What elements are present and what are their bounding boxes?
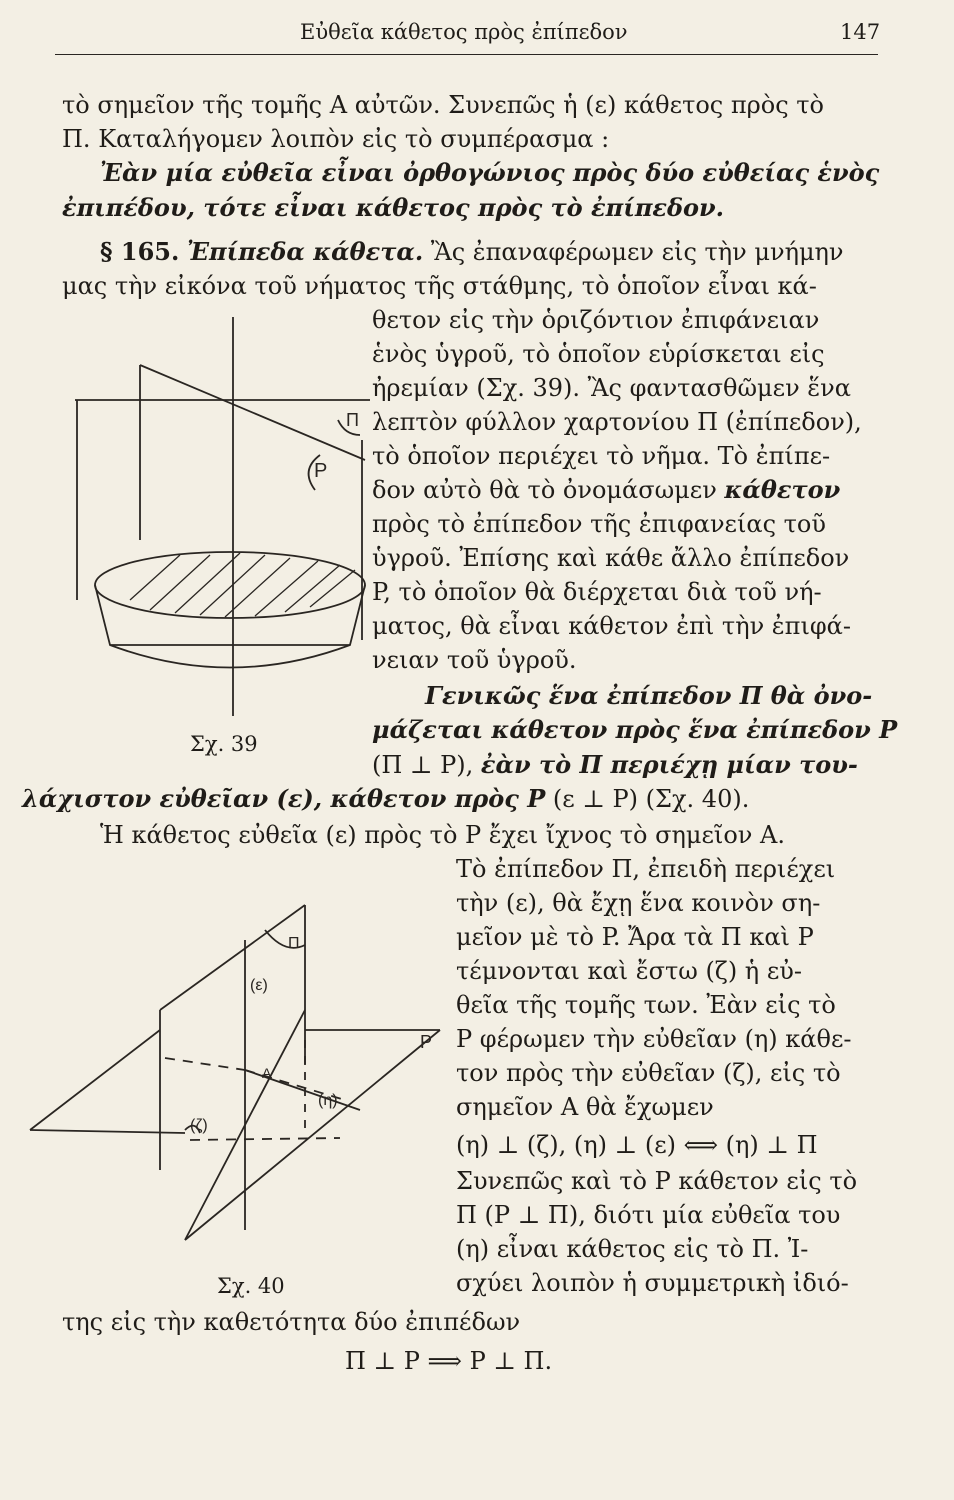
label-epsilon: (ε) [250, 977, 268, 994]
term-kathetos: κάθετον [724, 475, 841, 504]
plane-pi-edge [160, 905, 305, 1010]
text-line: Π (P ⊥ Π), διότι μία εὐθεῖα του [456, 1201, 841, 1229]
section-number: § 165. [100, 237, 180, 266]
text-line: μεῖον μὲ τὸ P. Ἄρα τὰ Π καὶ P [456, 923, 814, 951]
text-line: P φέρωμεν τὴν εὐθεῖαν (η) κάθε- [456, 1025, 852, 1053]
label-p: P [420, 1032, 433, 1052]
text-line: σχύει λοιπὸν ἡ συμμετρικὴ ἰδιό- [456, 1269, 849, 1297]
text-line: τὴν (ε), θὰ ἔχῃ ἕνα κοινὸν ση- [456, 889, 821, 917]
text-line: τον πρὸς τὴν εὐθεῖαν (ζ), εἰς τὸ [456, 1059, 841, 1087]
page-number: 147 [840, 20, 881, 44]
figure-39-caption: Σχ. 39 [190, 732, 258, 756]
text-line: Συνεπῶς καὶ τὸ P κάθετον εἰς τὸ [456, 1167, 858, 1195]
theorem-line: ἐπιπέδου, τότε εἶναι κάθετος πρὸς τὸ ἐπίπεδον. [62, 193, 724, 222]
text-line: (η) εἶναι κάθετος εἰς τὸ Π. Ἰ- [456, 1235, 809, 1263]
text-line: πρὸς τὸ ἐπίπεδον τῆς ἐπιφανείας τοῦ [372, 510, 826, 538]
text-line: τὸ ὁποῖον περιέχει τὸ νῆμα. Τὸ ἐπίπε- [372, 442, 831, 470]
text-line: ματος, θὰ εἶναι κάθετον ἐπὶ τὴν ἐπιφά- [372, 612, 851, 640]
formula-line: (η) ⊥ (ζ), (η) ⊥ (ε) ⟺ (η) ⊥ Π [456, 1131, 818, 1159]
text-line: P, τὸ ὁποῖον θὰ διέρχεται διὰ τοῦ νή- [372, 578, 822, 606]
theorem-line: Ἐὰν μία εὐθεῖα εἶναι ὀρθογώνιος πρὸς δύο εὐθείας ἑνὸς [100, 158, 880, 187]
label-zeta: (ζ) [190, 1117, 208, 1134]
text-line: μας τὴν εἰκόνα τοῦ νήματος τῆς στάθμης, τὸ ὁποῖον εἶναι κά- [62, 272, 817, 300]
plane-p-edge [30, 1130, 185, 1133]
text-line: θετον εἰς τὴν ὁριζόντιον ἐπιφάνειαν [372, 306, 820, 334]
plane-p-edge [185, 1030, 440, 1240]
conclusion-formula: Π ⊥ P ⟹ P ⊥ Π. [345, 1347, 553, 1375]
text-line: ἑνὸς ὑγροῦ, τὸ ὁποῖον εὑρίσκεται εἰς [372, 340, 825, 368]
text-line: τέμνονται καὶ ἔστω (ζ) ἡ εὐ- [456, 957, 802, 985]
label-p: P [314, 460, 328, 482]
label-pi: Π [346, 410, 359, 430]
label-pi: Π [288, 935, 300, 952]
plane-p-edge [30, 1030, 160, 1130]
section-title: Ἐπίπεδα κάθετα. [187, 237, 424, 266]
figure-40-caption: Σχ. 40 [217, 1274, 285, 1298]
text-line: λεπτὸν φύλλον χαρτονίου Π (ἐπίπεδον), [372, 408, 862, 436]
text-line: τὸ σημεῖον τῆς τομῆς A αὐτῶν. Συνεπῶς ἡ (ε) κάθετος πρὸς τὸ [62, 91, 824, 119]
section-text: Ἂς ἐπαναφέρωμεν εἰς τὴν μνήμην [430, 238, 844, 266]
definition-line: μάζεται κάθετον πρὸς ἕνα ἐπίπεδον P [372, 715, 898, 744]
text-line: Τὸ ἐπίπεδον Π, ἐπειδὴ περιέχει [456, 855, 836, 883]
definition-line: Γενικῶς ἕνα ἐπίπεδον Π θὰ ὀνο- [425, 681, 873, 710]
text-line: ἠρεμίαν (Σχ. 39). Ἂς φαντασθῶμεν ἕνα [372, 374, 851, 402]
text-line: ὑγροῦ. Ἐπίσης καὶ κάθε ἄλλο ἐπίπεδον [372, 544, 850, 572]
text-line: θεῖα τῆς τομῆς των. Ἐὰν εἰς τὸ [456, 991, 836, 1019]
label-eta: (η) [318, 1092, 338, 1109]
text-segment: (Π ⊥ P), [372, 751, 474, 779]
text-segment: (ε ⊥ P) (Σχ. 40). [552, 785, 750, 813]
text-line: Ἡ κάθετος εὐθεῖα (ε) πρὸς τὸ P ἔχει ἴχνος τὸ σημεῖον A. [100, 821, 785, 849]
text-line: σημεῖον A θὰ ἔχωμεν [456, 1093, 714, 1121]
text-line: νειαν τοῦ ὑγροῦ. [372, 646, 577, 674]
text-line: Π. Καταλήγομεν λοιπὸν εἰς τὸ συμπέρασμα : [62, 125, 610, 153]
running-header: Εὐθεῖα κάθετος πρὸς ἐπίπεδον [300, 20, 628, 44]
text-line: της εἰς τὴν καθετότητα δύο ἐπιπέδων [62, 1308, 521, 1336]
text-segment: λάχιστον εὐθεῖαν (ε), κάθετον πρὸς P [22, 784, 546, 813]
label-a: A [262, 1065, 272, 1081]
text-segment: ἐὰν τὸ Π περιέχῃ μίαν του- [480, 750, 858, 779]
text-segment: δον αὐτὸ θὰ τὸ ὀνομάσωμεν [372, 476, 717, 504]
